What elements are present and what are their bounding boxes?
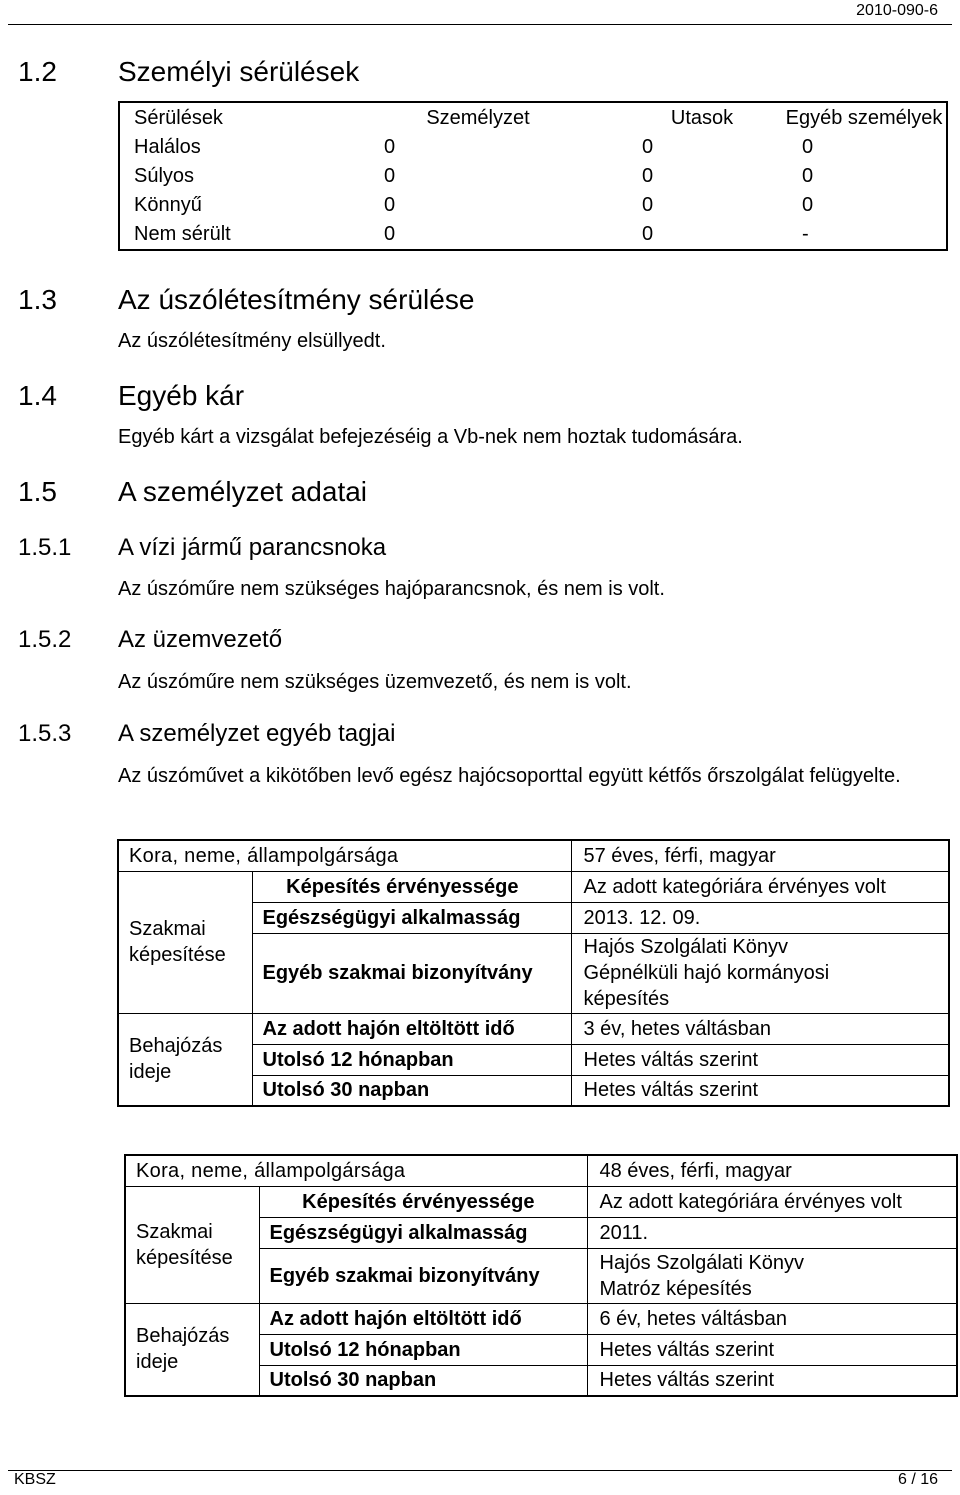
- section-title: Személyi sérülések: [118, 56, 360, 87]
- section-1-3-text: Az úszólétesítmény elsüllyedt.: [118, 330, 386, 352]
- other-cert-line: Hajós Szolgálati Könyv: [599, 1251, 805, 1274]
- table-header-row: [119, 102, 947, 133]
- header-rule: [8, 24, 952, 25]
- document-id: 2010-090-6: [856, 2, 938, 19]
- table-cell: 0: [802, 194, 814, 216]
- table-cell: Súlyos: [134, 165, 195, 187]
- other-cert-line: Matróz képesítés: [599, 1277, 752, 1300]
- other-cert-value: [587, 1248, 957, 1303]
- table-cell: -: [802, 223, 809, 245]
- ship-time-value: 6 év, hetes váltásban: [587, 1303, 957, 1334]
- header-cell: Utasok: [670, 106, 734, 129]
- injuries-table: [118, 101, 948, 251]
- last-12-months-value: Hetes váltás szerint: [571, 1044, 949, 1075]
- footer-rule: [8, 1470, 952, 1471]
- table-cell: Nem sérült: [134, 223, 231, 245]
- last-30-days-label: Utolsó 30 napban: [252, 1075, 571, 1106]
- health-value: 2013. 12. 09.: [571, 902, 949, 933]
- qualification-group-label: Szakmai képesítése: [125, 1186, 259, 1303]
- sea-time-group-label: Behajózás ideje: [118, 1013, 252, 1106]
- validity-label: Képesítés érvényessége: [259, 1186, 587, 1217]
- page-number: 6 / 16: [897, 1471, 938, 1488]
- table-cell: 0: [802, 165, 814, 187]
- section-title: A személyzet egyéb tagjai: [118, 720, 396, 747]
- qualification-group-label: Szakmai képesítése: [118, 871, 252, 1013]
- other-cert-value: [571, 933, 949, 1013]
- age-label: Kora, neme, állampolgársága: [118, 840, 571, 871]
- crew-table-1: [117, 839, 950, 1107]
- footer-org: KBSZ: [14, 1471, 56, 1488]
- ship-time-value: 3 év, hetes váltásban: [571, 1013, 949, 1044]
- other-cert-line: Hajós Szolgálati Könyv: [583, 936, 789, 958]
- health-label: Egészségügyi alkalmasság: [252, 902, 571, 933]
- table-row: [119, 191, 947, 220]
- table-row: [118, 840, 949, 871]
- age-value: 48 éves, férfi, magyar: [587, 1155, 957, 1186]
- other-cert-line: Gépnélküli hajó kormányosi: [583, 962, 830, 984]
- section-title: A vízi jármű parancsnoka: [118, 534, 387, 561]
- crew-table-2: [124, 1154, 958, 1397]
- other-cert-line: képesítés: [583, 988, 670, 1010]
- last-12-months-label: Utolsó 12 hónapban: [252, 1044, 571, 1075]
- table-row: [118, 1013, 949, 1044]
- section-number: 1.5.1: [18, 534, 72, 561]
- last-30-days-label: Utolsó 30 napban: [259, 1365, 587, 1396]
- section-1-4-text: Egyéb kárt a vizsgálat befejezéséig a Vb-nek nem hoztak tudomására.: [118, 426, 743, 448]
- section-number: 1.4: [18, 380, 57, 411]
- section-number: 1.5: [18, 476, 57, 507]
- last-12-months-value: Hetes váltás szerint: [587, 1334, 957, 1365]
- table-row: [118, 871, 949, 902]
- header-cell: Személyzet: [426, 106, 530, 129]
- health-value: 2011.: [587, 1217, 957, 1248]
- table-cell: 0: [642, 223, 654, 245]
- other-cert-label: Egyéb szakmai bizonyítvány: [252, 933, 571, 1013]
- table-cell: 0: [642, 194, 654, 216]
- table-row: [125, 1155, 957, 1186]
- section-title: Az üzemvezető: [118, 626, 283, 653]
- age-label: Kora, neme, állampolgársága: [125, 1155, 587, 1186]
- table-row: [119, 162, 947, 191]
- section-1-5-1-text: Az úszóműre nem szükséges hajóparancsnok, és nem is volt.: [118, 578, 665, 600]
- last-30-days-value: Hetes váltás szerint: [571, 1075, 949, 1106]
- section-title: Az úszólétesítmény sérülése: [118, 284, 475, 315]
- last-30-days-value: Hetes váltás szerint: [587, 1365, 957, 1396]
- table-cell: Halálos: [134, 136, 201, 158]
- section-1-5-2-text: Az úszóműre nem szükséges üzemvezető, és nem is volt.: [118, 671, 632, 693]
- table-row: [119, 133, 947, 162]
- other-cert-label: Egyéb szakmai bizonyítvány: [259, 1248, 587, 1303]
- age-value: 57 éves, férfi, magyar: [571, 840, 949, 871]
- section-number: 1.5.2: [18, 626, 72, 653]
- table-cell: Könnyű: [134, 194, 202, 216]
- table-row: [125, 1303, 957, 1334]
- health-label: Egészségügyi alkalmasság: [259, 1217, 587, 1248]
- section-number: 1.3: [18, 284, 57, 315]
- section-1-5-3-text: Az úszóművet a kikötőben levő egész hajócsoporttal együtt kétfős őrszolgálat felügyelte.: [118, 765, 901, 787]
- table-cell: 0: [802, 136, 814, 158]
- section-title: A személyzet adatai: [118, 476, 368, 507]
- validity-label: Képesítés érvényessége: [252, 871, 571, 902]
- table-cell: 0: [384, 136, 396, 158]
- table-cell: 0: [642, 165, 654, 187]
- header-cell: Sérülések: [134, 106, 223, 129]
- section-number: 1.5.3: [18, 720, 72, 747]
- ship-time-label: Az adott hajón eltöltött idő: [252, 1013, 571, 1044]
- validity-value: Az adott kategóriára érvényes volt: [571, 871, 949, 902]
- table-row: [125, 1186, 957, 1217]
- section-number: 1.2: [18, 56, 57, 87]
- section-title: Egyéb kár: [118, 380, 245, 411]
- ship-time-label: Az adott hajón eltöltött idő: [259, 1303, 587, 1334]
- table-cell: 0: [384, 165, 396, 187]
- table-row: [119, 220, 947, 250]
- sea-time-group-label: Behajózás ideje: [125, 1303, 259, 1396]
- table-cell: 0: [384, 194, 396, 216]
- header-cell: Egyéb személyek: [785, 106, 943, 129]
- table-cell: 0: [642, 136, 654, 158]
- last-12-months-label: Utolsó 12 hónapban: [259, 1334, 587, 1365]
- validity-value: Az adott kategóriára érvényes volt: [587, 1186, 957, 1217]
- table-cell: 0: [384, 223, 396, 245]
